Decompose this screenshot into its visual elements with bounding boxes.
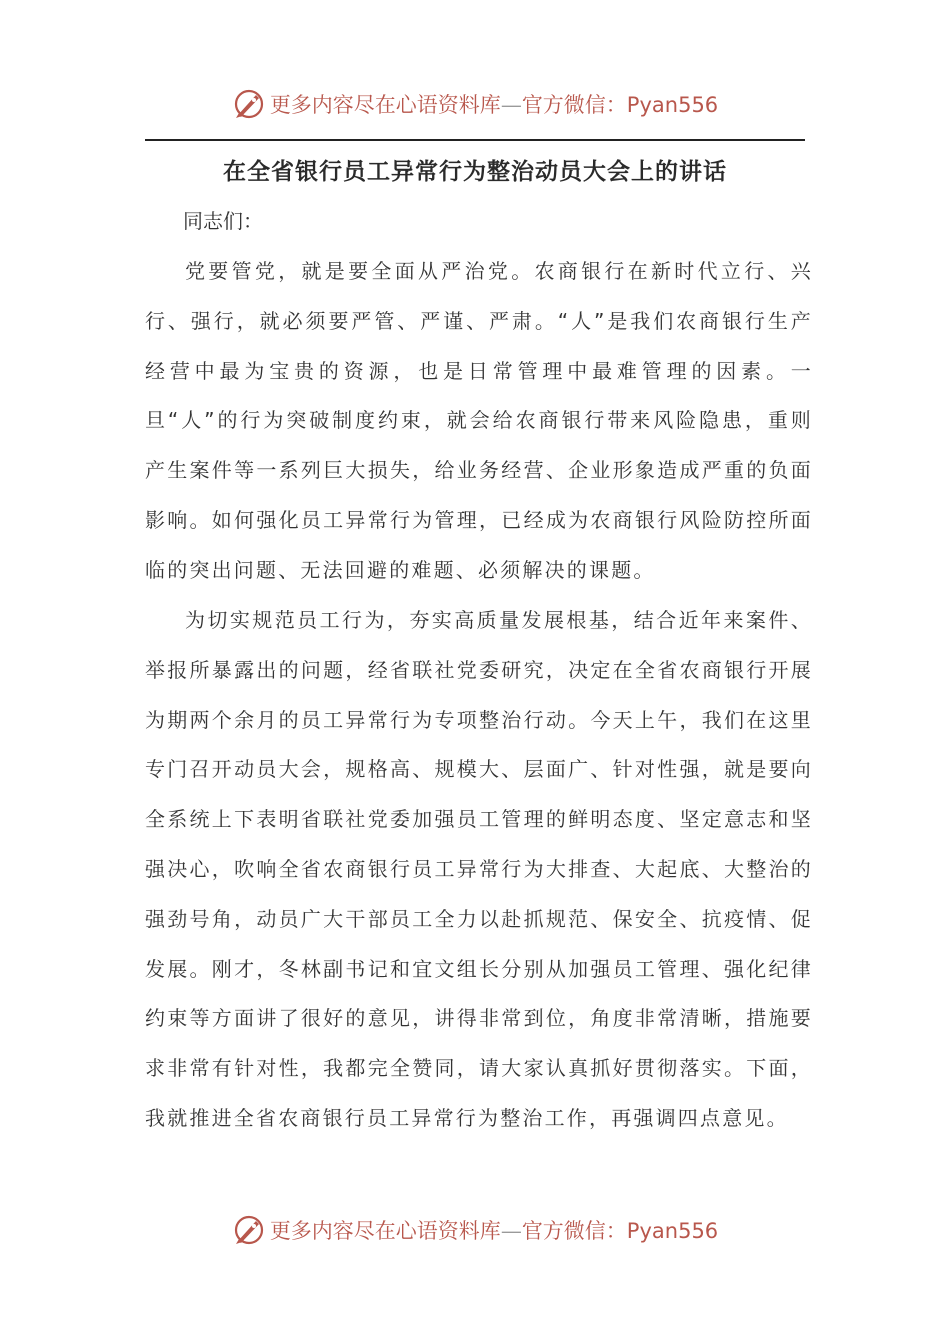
banner-main-text: 更多内容尽在心语资料库 [269, 93, 501, 117]
footer-banner [0, 1210, 950, 1250]
pen-logo-icon [232, 87, 266, 121]
body-paragraph: 为切实规范员工行为，夯实高质量发展根基，结合近年来案件、举报所暴露出的问题，经省联社党委研究，决定在全省农商银行开展为期两个余月的员工异常行为专项整治行动。今天上午，我们在这里专门召开动员大会，规格高、规模大、层面广、针对性强，就是要向全系统上下表明省联社党委加强员工管理的鲜明态度、坚定意志和坚强决心，吹响全省农商银行员工异常行为大排查、大起底、大整治的强劲号角，动员广大干部员工全力以赴抓规范、保安全、抗疫情、促发展。刚才，冬林副书记和宜文组长分别从加强员工管理、强化纪律约束等方面讲了很好的意见，讲得非常到位，角度非常清晰，措施要求非常有针对性，我都完全赞同，请大家认真抓好贯彻落实。下面，我就推进全省农商银行员工异常行为整治工作，再强调四点意见。 [145, 608, 813, 1130]
banner-text [270, 1215, 718, 1245]
header-divider [145, 139, 805, 141]
banner-dash: — [500, 93, 522, 117]
banner-main-text: 更多内容尽在心语资料库 [269, 1219, 501, 1243]
banner-text [270, 89, 718, 119]
banner-wechat-text: 官方微信：Pyan556 [521, 93, 719, 117]
banner-wechat-text: 官方微信：Pyan556 [521, 1219, 719, 1243]
salutation: 同志们： [183, 209, 263, 233]
header-banner [0, 84, 950, 124]
document-title: 在全省银行员工异常行为整治动员大会上的讲话 [223, 159, 727, 185]
banner-dash: — [500, 1219, 522, 1243]
pen-logo-icon [232, 1213, 266, 1247]
body-paragraph: 党要管党，就是要全面从严治党。农商银行在新时代立行、兴行、强行，就必须要严管、严谨、严肃。“人”是我们农商银行生产经营中最为宝贵的资源，也是日常管理中最难管理的因素。一旦“人”的行为突破制度约束，就会给农商银行带来风险隐患，重则产生案件等一系列巨大损失，给业务经营、企业形象造成严重的负面影响。如何强化员工异常行为管理，已经成为农商银行风险防控所面临的突出问题、无法回避的难题、必须解决的课题。 [145, 259, 813, 582]
